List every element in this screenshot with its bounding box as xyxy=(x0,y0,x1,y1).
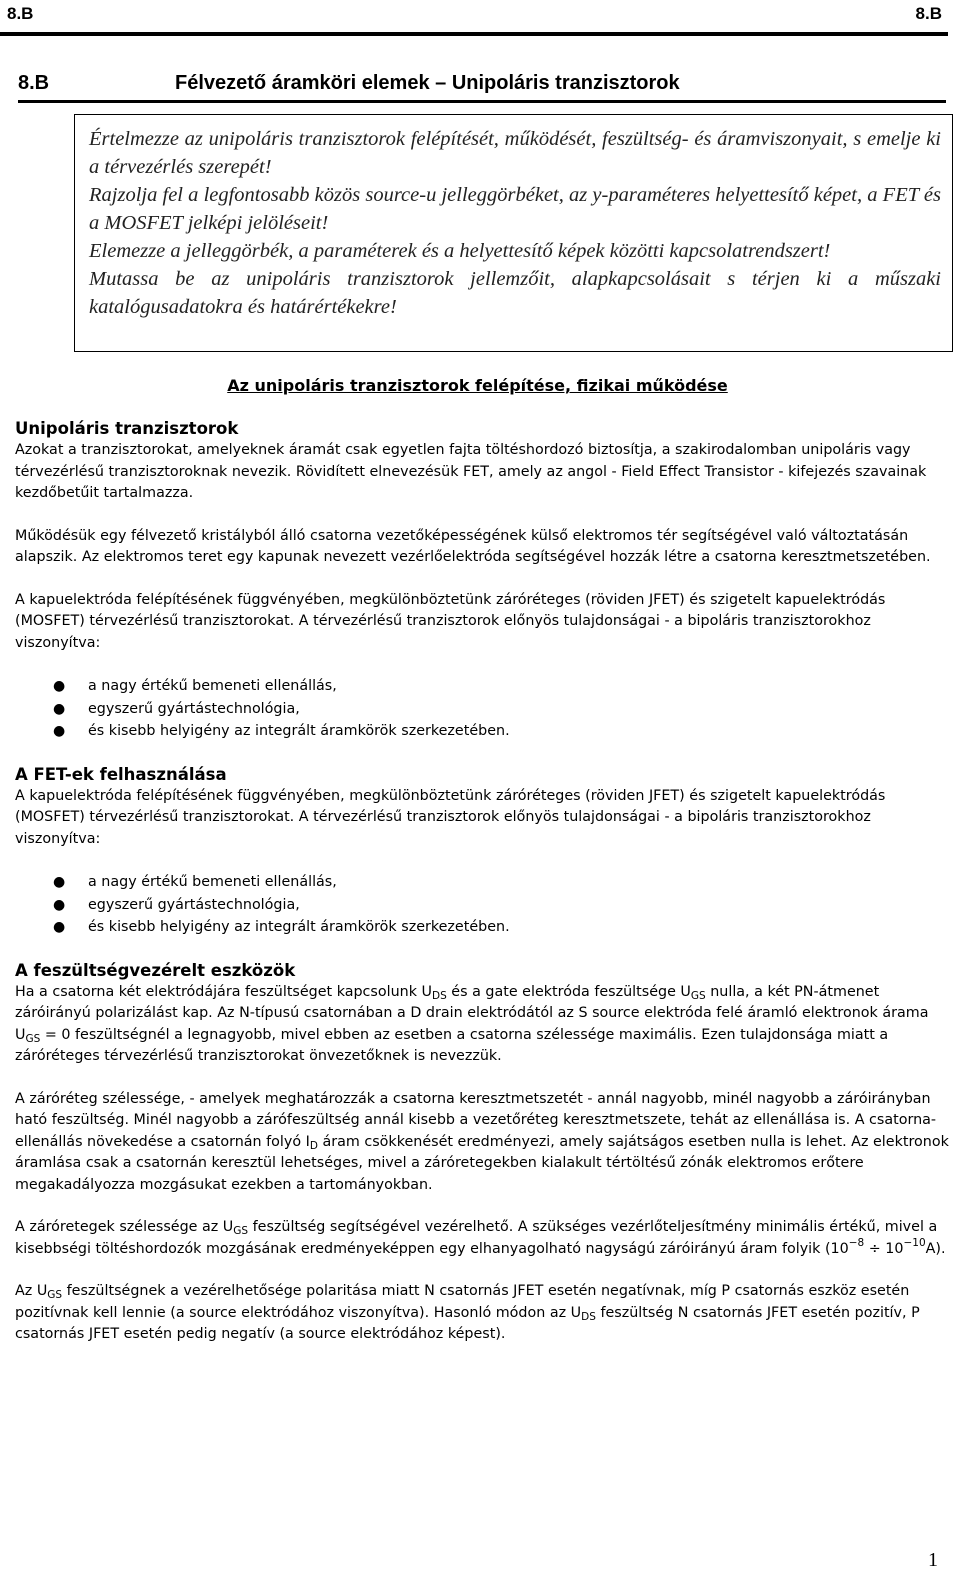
bullet-icon: ● xyxy=(53,874,66,890)
paragraph: Azokat a tranzisztorokat, amelyeknek áramát csak egyetlen fajta töltéshordozó biztosítja, a szakirodalomban unipoláris vagy térvezérlésű tranzisztoroknak nevezik. Rövidített elnevezésük FET, amely az angol - Field Effect Transistor - kifejezés szavainak kezdőbetűit tartalmazza. xyxy=(15,442,927,501)
bullet-icon: ● xyxy=(53,700,66,717)
list-item xyxy=(15,675,950,698)
heading-fet-usage: A FET-ek felhasználása xyxy=(15,764,227,784)
heading-unipolar: Unipoláris tranzisztorok xyxy=(15,419,239,438)
list-item-text: a nagy értékű bemeneti ellenállás, xyxy=(88,678,337,694)
running-header-left: 8.B xyxy=(7,4,34,23)
list-item-text: a nagy értékű bemeneti ellenállás, xyxy=(88,874,337,890)
list-item xyxy=(15,916,950,939)
title-number: 8.B xyxy=(18,72,50,94)
list-item xyxy=(15,894,950,917)
task-box xyxy=(74,114,953,352)
paragraph: Az $U_{GS}$ feszültségnek a vezérelhetősége polaritása miatt N csatornás JFET esetén negatívnak, míg P csatornás eszköz esetén pozitívnak kell lennie (a source elektródához viszonyítva). Hasonló módon az $U_{DS}$ feszültség N csatornás JFET esetén pozitív, P csatornás JFET esetén pedig negatív (a source elektródához képest). xyxy=(15,1283,920,1342)
bullet-icon: ● xyxy=(53,723,66,739)
document-body xyxy=(15,418,950,1346)
list-item-text: egyszerű gyártástechnológia, xyxy=(88,896,300,913)
paragraph: A záróretegek szélessége az $U_{GS}$ feszültség segítségével vezérelhető. A szükséges vezérlőteljesítmény minimális értékű, mivel a kisebbségi töltéshordozók mozgásának eredményeképpen egy elhanyagolható nagyságú záróirányú áram folyik $(10^{-8} \div 10^{-10}A)$. xyxy=(15,1219,946,1257)
task-item: Elemezze a jelleggörbék, a paraméterek és a helyettesítő képek közötti kapcsolatrendszert! xyxy=(89,240,831,262)
task-item: Rajzolja fel a legfontosabb közös source-u jelleggörbéket, az y-paraméteres helyettesítő képet, a FET és a MOSFET jelképi jelöléseit! xyxy=(89,184,941,234)
running-header-right: 8.B xyxy=(915,4,942,23)
page-number: 1 xyxy=(928,1549,938,1571)
list-item xyxy=(15,698,950,721)
list-item-text: egyszerű gyártástechnológia, xyxy=(88,700,300,717)
heading-voltage-controlled: A feszültségvezérelt eszközök xyxy=(15,960,296,980)
task-item: Értelmezze az unipoláris tranzisztorok felépítését, működését, feszültség- és áramviszonyait, s emelje ki a térvezérlés szerepét! xyxy=(89,128,941,178)
paragraph: A kapuelektróda felépítésének függvényében, megkülönböztetünk záróréteges (röviden JFET) és szigetelt kapuelektródás (MOSFET) térvezérlésű tranzisztorokat. A térvezérlésű tranzisztorok előnyös tulajdonságai - a bipoláris tranzisztorokhoz viszonyítva: xyxy=(15,787,886,847)
paragraph: Ha a csatorna két elektródájára feszültséget kapcsolunk $U_{DS}$ és a gate elektróda feszültsége $U_{GS}$ nulla, a két PN-átmenet záróirányú polarizálást kap. Az N-típusú csatornában a D drain elektródától az S source elektróda felé áramló elektronok árama $U_{GS} = 0$ feszültségnél a legnagyobb, mivel ebben az esetben a csatorna szélessége maximális. Ezen tulajdonsága miatt a záróréteges térvezérlésű tranzisztorokat önvezetőknek is nevezzük. xyxy=(15,983,929,1064)
section-heading xyxy=(0,376,960,395)
running-header xyxy=(7,4,942,26)
task-item: Mutassa be az unipoláris tranzisztorok jellemzőit, alapkapcsolásait s térjen ki a műszaki katalógusadatokra és határértékekre! xyxy=(89,268,941,318)
advantages-list xyxy=(15,675,950,743)
list-item-text: és kisebb helyigény az integrált áramkörök szerkezetében. xyxy=(88,723,510,739)
bullet-icon: ● xyxy=(53,678,66,694)
paragraph: A záróréteg szélessége, - amelyek meghatározzák a csatorna keresztmetszetét - annál nagyobb, minél nagyobb a záróirányban ható feszültség. Minél nagyobb a zárófeszültség annál kisebb a vezetőréteg keresztmetszete, tehát az ellenállása is. A csatorna-ellenállás növekedése a csatornán folyó $I_D$ áram csökkenését eredményezi, amely sajátságos esetben nulla is lehet. Az elektronok áramlása csak a csatornán keresztül lehetséges, mivel a záróretegekben kialakult tértöltésű zónák elektromos erőtere megakadályozza mozgásukat ezekben a tartományokban. xyxy=(15,1090,949,1193)
bullet-icon: ● xyxy=(53,896,66,913)
paragraph: A kapuelektróda felépítésének függvényében, megkülönböztetünk záróréteges (röviden JFET) és szigetelt kapuelektródás (MOSFET) térvezérlésű tranzisztorokat. A térvezérlésű tranzisztorok előnyös tulajdonságai - a bipoláris tranzisztorokhoz viszonyítva: xyxy=(15,591,886,651)
header-rule xyxy=(0,32,948,36)
paragraph: Működésük egy félvezető kristályból álló csatorna vezetőképességének külső elektromos tér segítségével való változtatásán alapszik. Az elektromos teret egy kapunak nevezett vezérlőelektróda segítségével hozzák létre a csatorna keresztmetszetében. xyxy=(15,527,931,565)
list-item xyxy=(15,871,950,894)
advantages-list xyxy=(15,871,950,939)
bullet-icon: ● xyxy=(53,919,66,935)
page-title xyxy=(18,72,946,103)
list-item xyxy=(15,720,950,743)
section-heading-text: Az unipoláris tranzisztorok felépítése, fizikai működése xyxy=(227,376,728,395)
list-item-text: és kisebb helyigény az integrált áramkörök szerkezetében. xyxy=(88,919,510,935)
title-text: Félvezető áramköri elemek – Unipoláris tranzisztorok xyxy=(175,72,680,94)
